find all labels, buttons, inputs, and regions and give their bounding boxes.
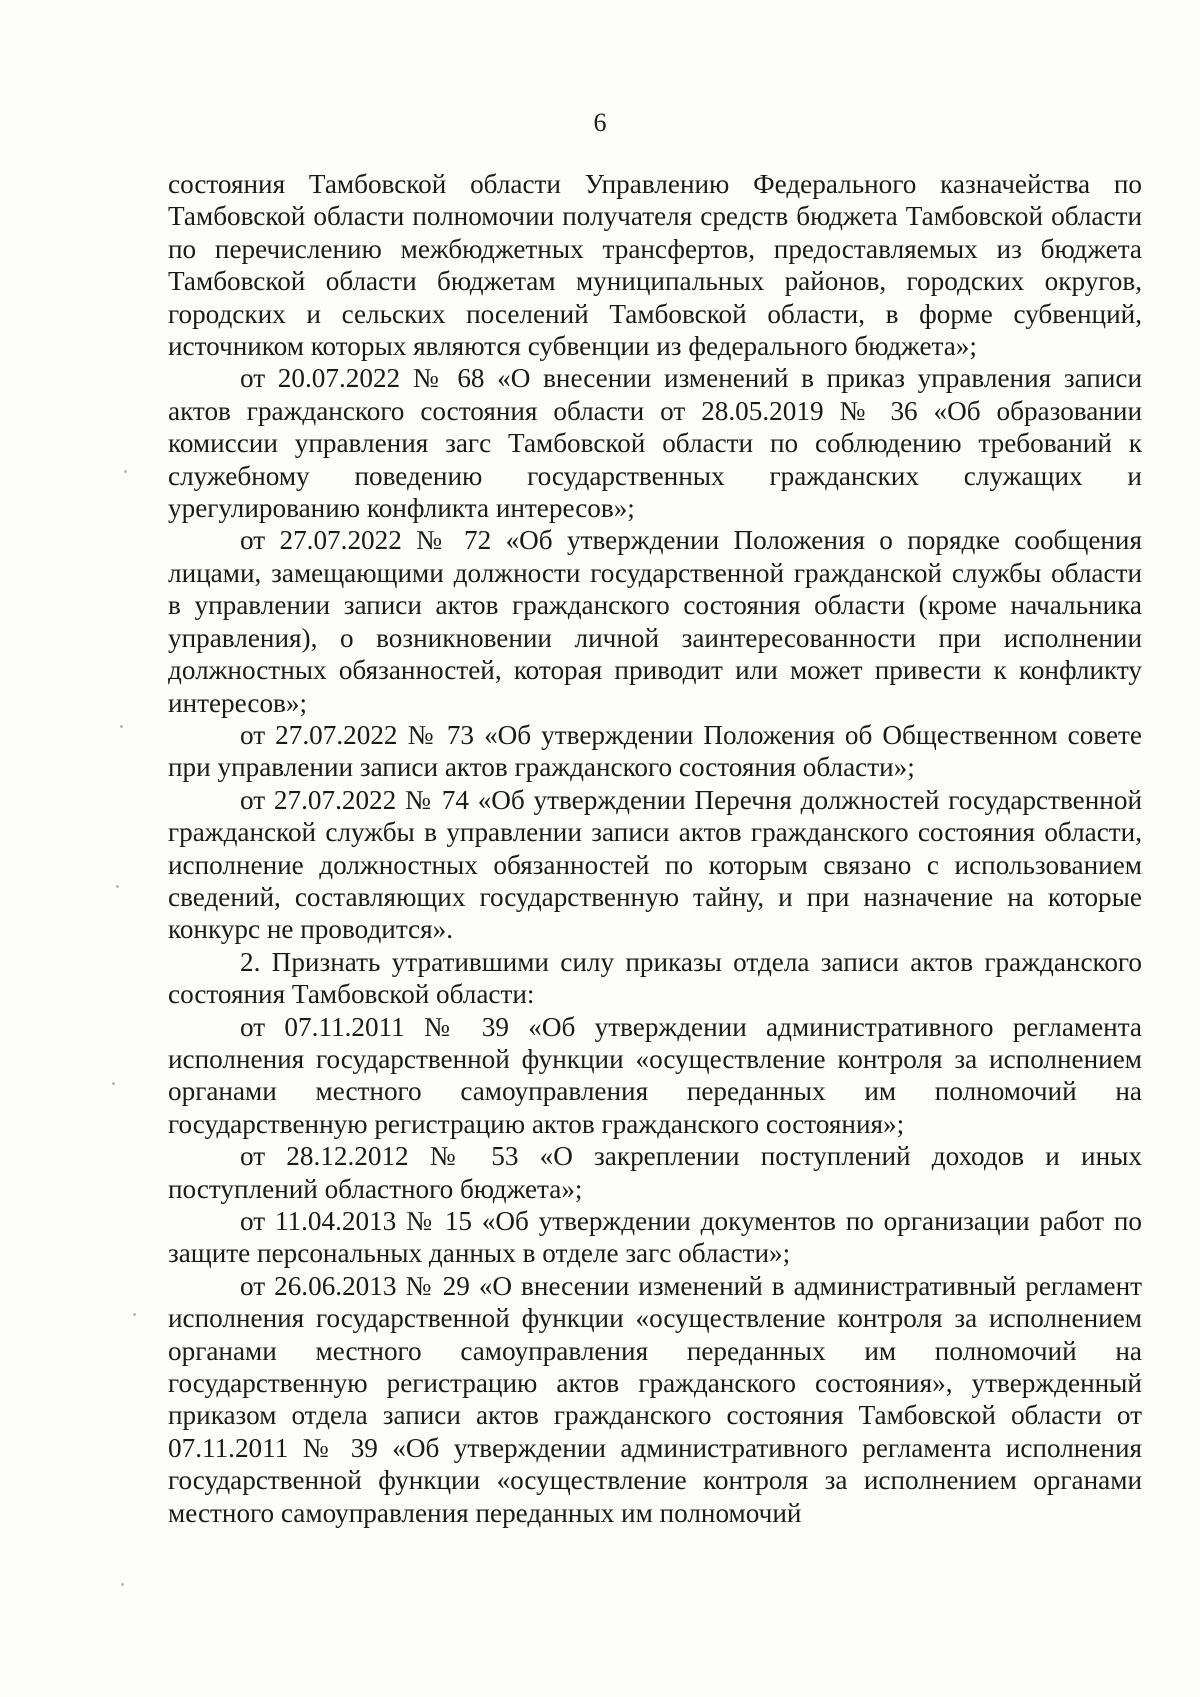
scan-artifact <box>121 1583 124 1586</box>
paragraph-order-15: от 11.04.2013 № 15 «Об утверждении документов по организации работ по защите персональных данных в отделе загс области»; <box>168 1206 1142 1269</box>
page-number: 6 <box>593 108 607 137</box>
scan-artifact <box>116 885 119 888</box>
paragraph-order-39: от 07.11.2011 № 39 «Об утверждении административного регламента исполнения государственной функции «осуществление контроля за исполнением органами местного самоуправления переданных им полномочий на государственную регистрацию актов гражданского состояния»; <box>168 1011 1142 1139</box>
scan-artifact <box>133 1313 136 1316</box>
scan-artifact <box>124 470 127 473</box>
scan-artifact <box>112 1082 115 1085</box>
paragraph-order-68: от 20.07.2022 № 68 «О внесении изменений в приказ управления записи актов гражданского состояния области от 28.05.2019 № 36 «Об образовании комиссии управления загс Тамбовской области по соблюдению требований к служебному поведению государственных гражданских служащих и урегулированию конфликта интересов»; <box>168 363 1142 524</box>
paragraph-order-72: от 27.07.2022 № 72 «Об утверждении Положения о порядке сообщения лицами, замещающими должности государственной гражданской службы области в управлении записи актов гражданского состояния области (кроме начальника управления), о возникновении личной заинтересованности при исполнении должностных обязанностей, которая приводит или может привести к конфликту интересов»; <box>168 525 1142 718</box>
document-body <box>168 168 1142 1529</box>
scan-artifact <box>120 725 123 728</box>
paragraph-order-74: от 27.07.2022 № 74 «Об утверждении Перечня должностей государственной гражданской службы в управлении записи актов гражданского состояния области, исполнение должностных обязанностей по которым связано с использованием сведений, составляющих государственную тайну, и при назначение на которые конкурс не проводится». <box>168 784 1142 945</box>
paragraph-order-29: от 26.06.2013 № 29 «О внесении изменений в административный регламент исполнения государственной функции «осуществление контроля за исполнением органами местного самоуправления переданных им полномочий на государственную регистрацию актов гражданского состояния», утвержденный приказом отдела записи актов гражданского состояния Тамбовской области от 07.11.2011 № 39 «Об утверждении административного регламента исполнения государственной функции «осуществление контроля за исполнением органами местного самоуправления переданных им полномочий <box>168 1270 1142 1528</box>
paragraph-order-73: от 27.07.2022 № 73 «Об утверждении Положения об Общественном совете при управлении записи актов гражданского состояния области»; <box>168 719 1142 783</box>
paragraph-item-2: 2. Признать утратившими силу приказы отдела записи актов гражданского состояния Тамбовской области: <box>168 946 1142 1010</box>
paragraph-continuation: состояния Тамбовской области Управлению Федерального казначейства по Тамбовской области полномочии получателя средств бюджета Тамбовской области по перечислению межбюджетных трансфертов, предоставляемых из бюджета Тамбовской области бюджетам муниципальных районов, городских округов, городских и сельских поселений Тамбовской области, в форме субвенций, источником которых являются субвенции из федерального бюджета»; <box>168 169 1142 362</box>
paragraph-order-53: от 28.12.2012 № 53 «О закреплении поступлений доходов и иных поступлений областного бюджета»; <box>168 1141 1142 1204</box>
